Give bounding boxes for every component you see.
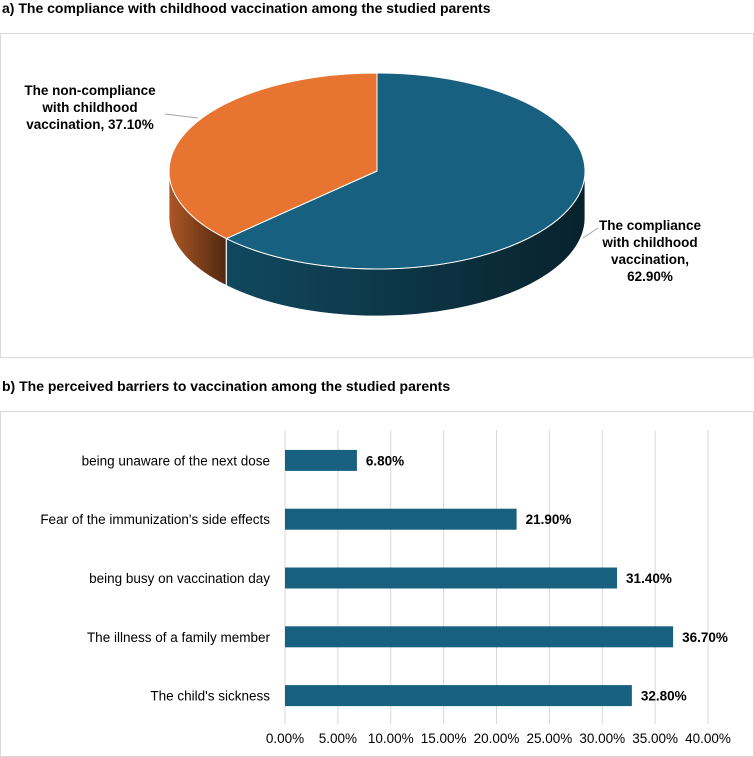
x-tick-label: 5.00% [318,731,358,746]
category-label: Fear of the immunization's side effects [40,512,270,528]
bar-data-label: 36.70% [682,629,728,645]
bar [285,450,357,471]
x-tick-label: 20.00% [473,731,520,746]
pie-data-label: vaccination, 37.10% [26,117,154,132]
bar-data-label: 31.40% [626,571,672,586]
x-tick-label: 40.00% [685,731,731,746]
pie-data-label: The non-compliance [24,83,156,98]
bar-data-label: 32.80% [640,688,687,704]
x-tick-label: 25.00% [526,731,573,746]
bar [285,509,517,530]
bar [285,626,673,647]
bar [285,685,632,706]
bar [285,568,617,589]
pie-data-label: vaccination, [610,252,690,267]
category-label: The illness of a family member [86,629,270,645]
x-tick-label: 30.00% [579,731,626,746]
bar-data-label: 6.80% [365,453,405,469]
category-label: being busy on vaccination day [89,571,270,586]
chart-a-caption: a) The compliance with childhood vaccination among the studied parents [2,0,491,16]
x-tick-label: 0.00% [265,731,305,746]
pie-data-label: 62.90% [627,269,673,284]
chart-b-caption: b) The perceived barriers to vaccination among the studied parents [2,378,451,394]
bar-data-label: 21.90% [525,512,572,528]
x-tick-label: 15.00% [420,731,467,746]
pie-data-label: with childhood [602,235,698,250]
category-label: The child's sickness [150,688,270,704]
pie-data-label: The compliance [598,218,702,233]
pie-data-label: with childhood [42,100,138,115]
x-tick-label: 10.00% [367,731,414,746]
category-label: being unaware of the next dose [81,453,270,469]
x-tick-label: 35.00% [632,731,679,746]
